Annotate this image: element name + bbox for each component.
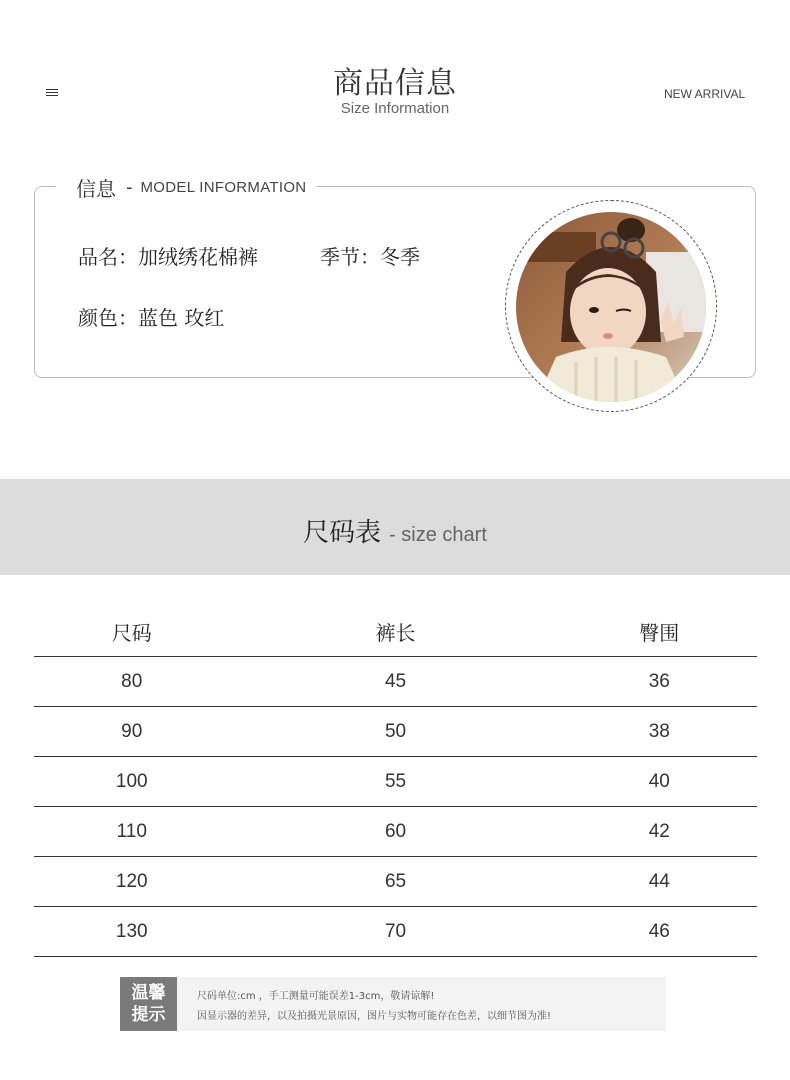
- table-cell: 100: [34, 757, 229, 807]
- season-value: 冬季: [380, 245, 420, 269]
- table-cell: 110: [34, 807, 229, 857]
- model-info-heading: [56, 172, 316, 202]
- notice-badge-line1: 温馨: [131, 983, 166, 1003]
- color-row: [78, 302, 224, 331]
- table-cell: 120: [34, 857, 229, 907]
- notice-badge-line2: 提示: [131, 1005, 166, 1025]
- table-row: [34, 907, 757, 957]
- column-header-size: 尺码: [34, 606, 229, 657]
- table-row: [34, 657, 757, 707]
- page-title: 商品信息: [333, 66, 457, 101]
- table-cell: 50: [229, 707, 561, 757]
- table-row: [34, 757, 757, 807]
- model-photo: [516, 212, 706, 402]
- table-cell: 40: [562, 757, 757, 807]
- table-cell: 46: [562, 907, 757, 957]
- table-header-row: [34, 606, 757, 657]
- new-arrival-label: NEW ARRIVAL: [664, 87, 746, 101]
- notice-text: [197, 987, 551, 1027]
- column-header-length: 裤长: [229, 606, 561, 657]
- season-label: 季节：: [320, 245, 380, 269]
- table-cell: 55: [229, 757, 561, 807]
- table-cell: 90: [34, 707, 229, 757]
- model-info-heading-cn: 信息: [76, 176, 116, 201]
- table-cell: 65: [229, 857, 561, 907]
- table-cell: 60: [229, 807, 561, 857]
- notice-badge: [120, 977, 177, 1031]
- product-name-row: [78, 241, 258, 270]
- size-chart-title-cn: 尺码表: [303, 518, 382, 548]
- model-info-heading-en: MODEL INFORMATION: [140, 178, 307, 196]
- product-name-value: 加绒绣花棉裤: [138, 245, 258, 269]
- size-chart-title: [0, 512, 790, 549]
- color-label: 颜色：: [78, 306, 138, 330]
- season-row: [320, 241, 420, 270]
- table-row: [34, 807, 757, 857]
- notice-line-1: 尺码单位:cm ，手工测量可能误差1-3cm，敬请谅解!: [197, 991, 435, 1002]
- table-row: [34, 707, 757, 757]
- table-cell: 130: [34, 907, 229, 957]
- product-name-label: 品名：: [78, 245, 138, 269]
- table-cell: 42: [562, 807, 757, 857]
- model-photo-illustration: [516, 212, 706, 402]
- color-value: 蓝色 玫红: [138, 306, 225, 330]
- table-cell: 36: [562, 657, 757, 707]
- notice-line-2: 因显示器的差异，以及拍摄光景原因，图片与实物可能存在色差，以细节图为准!: [197, 1011, 552, 1022]
- table-cell: 45: [229, 657, 561, 707]
- column-header-hip: 臀围: [562, 606, 757, 657]
- table-cell: 44: [562, 857, 757, 907]
- size-table: [34, 606, 757, 957]
- page-subtitle: Size Information: [340, 100, 450, 117]
- table-cell: 38: [562, 707, 757, 757]
- size-chart-title-en: - size chart: [389, 524, 487, 546]
- table-row: [34, 857, 757, 907]
- table-cell: 80: [34, 657, 229, 707]
- table-cell: 70: [229, 907, 561, 957]
- model-info-heading-dash: -: [126, 176, 133, 198]
